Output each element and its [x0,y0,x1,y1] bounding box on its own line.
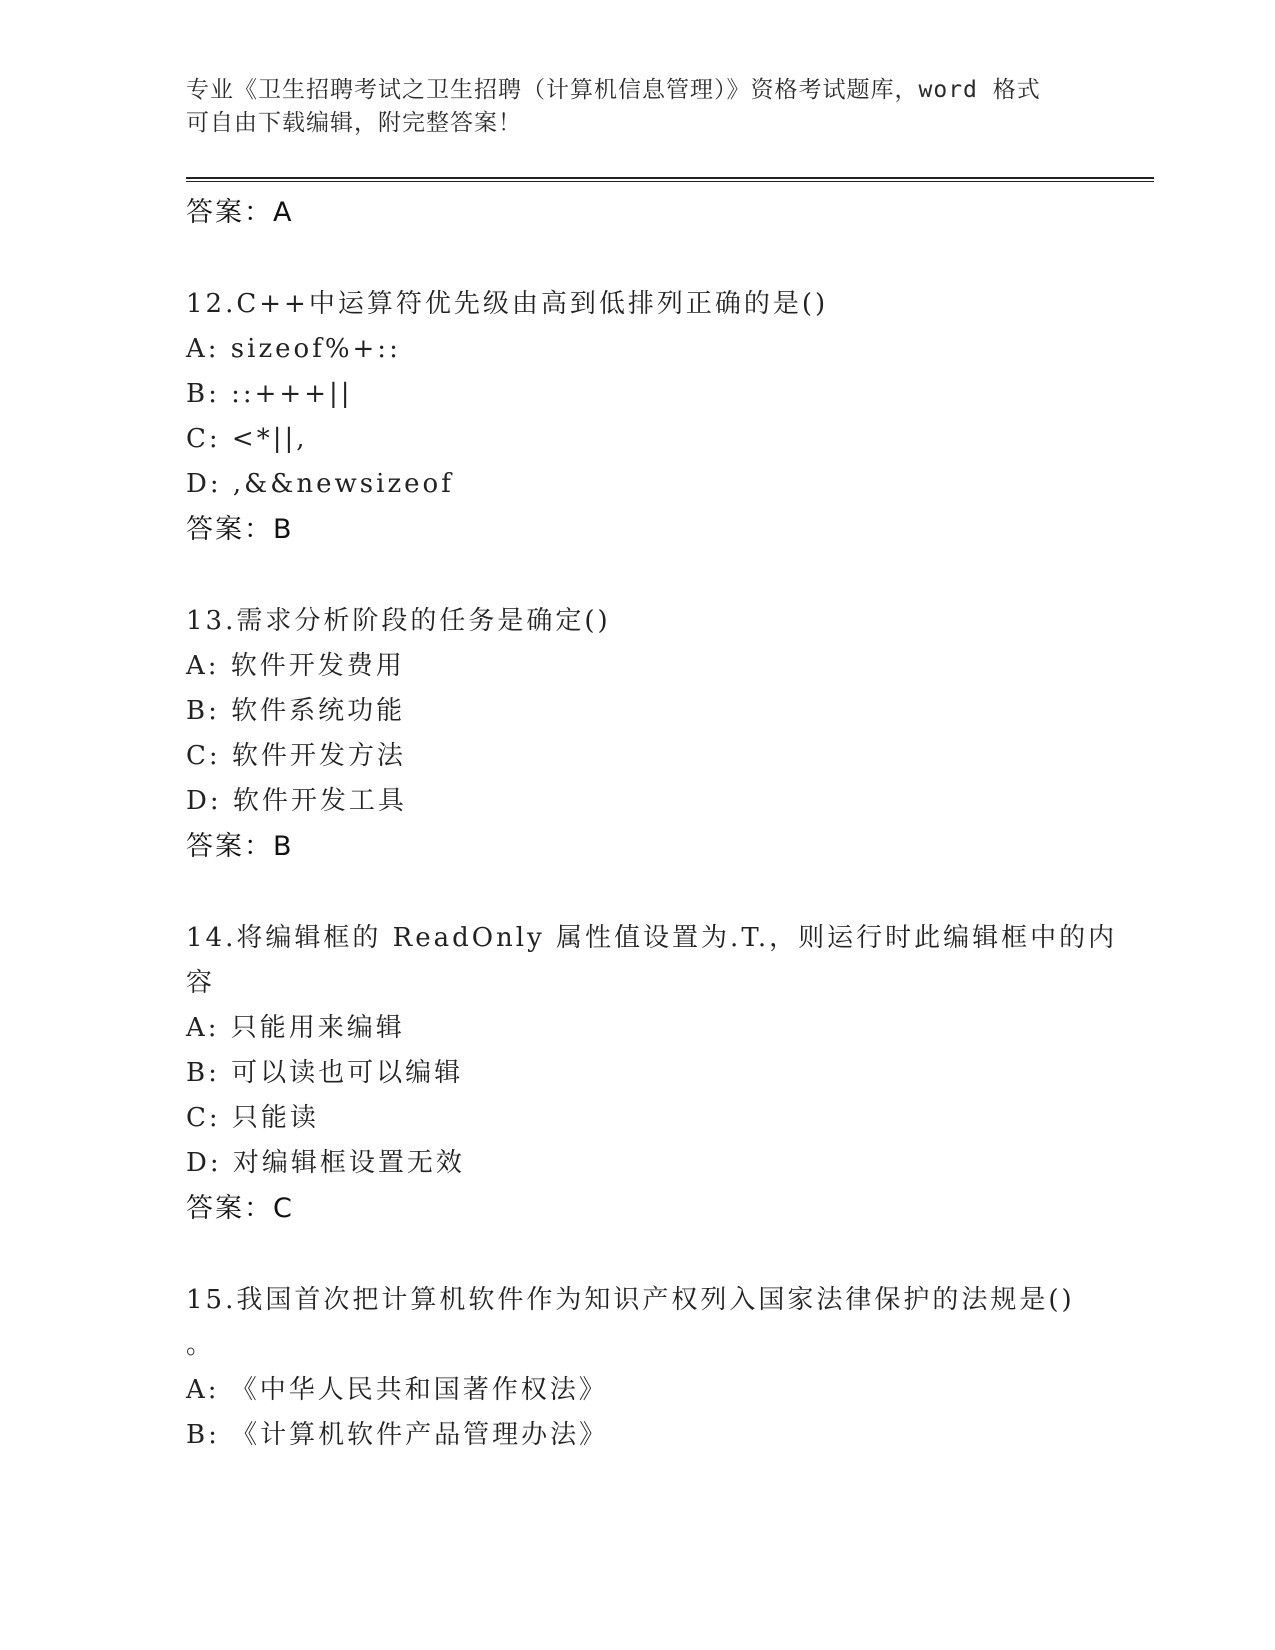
option-d: D: 软件开发工具 [186,786,407,816]
option-a: A: 只能用来编辑 [186,1013,405,1043]
header-divider [186,177,1154,179]
question-13 [186,599,1086,869]
option-a: A: 《中华人民共和国著作权法》 [186,1375,608,1405]
question-text: 12.C++中运算符优先级由高到低排列正确的是() [186,289,829,319]
question-text-continued: 容 [186,968,216,998]
question-text: 14.将编辑框的 ReadOnly 属性值设置为.T.，则运行时此编辑框中的内 [186,923,1118,953]
option-d: D: 对编辑框设置无效 [186,1148,465,1178]
question-14 [186,916,1118,1231]
question-text-continued: 。 [186,1330,216,1360]
option-b: B: 软件系统功能 [186,696,406,726]
option-a: A: 软件开发费用 [186,651,405,681]
document-header [186,74,1086,140]
option-d: D: ,&&newsizeof [186,469,454,499]
option-a: A: sizeof%+:: [186,334,401,364]
option-c: C: <*||, [186,424,308,454]
option-b: B: 可以读也可以编辑 [186,1058,464,1088]
question-15 [186,1278,1086,1458]
header-line-1: 专业《卫生招聘考试之卫生招聘（计算机信息管理）》资格考试题库，word 格式 [186,77,1041,103]
question-text: 13.需求分析阶段的任务是确定() [186,606,611,636]
option-c: C: 软件开发方法 [186,741,406,771]
option-c: C: 只能读 [186,1103,319,1133]
question-text: 15.我国首次把计算机软件作为知识产权列入国家法律保护的法规是() [186,1285,1075,1315]
answer-line: 答案：C [186,1193,294,1224]
question-12 [186,282,1086,552]
header-line-2: 可自由下载编辑，附完整答案！ [186,110,522,136]
answer-line: 答案：B [186,514,294,545]
option-b: B: ::+++|| [186,379,353,409]
answer-line: 答案：B [186,831,294,862]
question-list [186,190,1118,1458]
option-b: B: 《计算机软件产品管理办法》 [186,1420,609,1450]
header-divider-thin [186,181,1154,182]
answer-line: 答案：A [186,197,294,228]
